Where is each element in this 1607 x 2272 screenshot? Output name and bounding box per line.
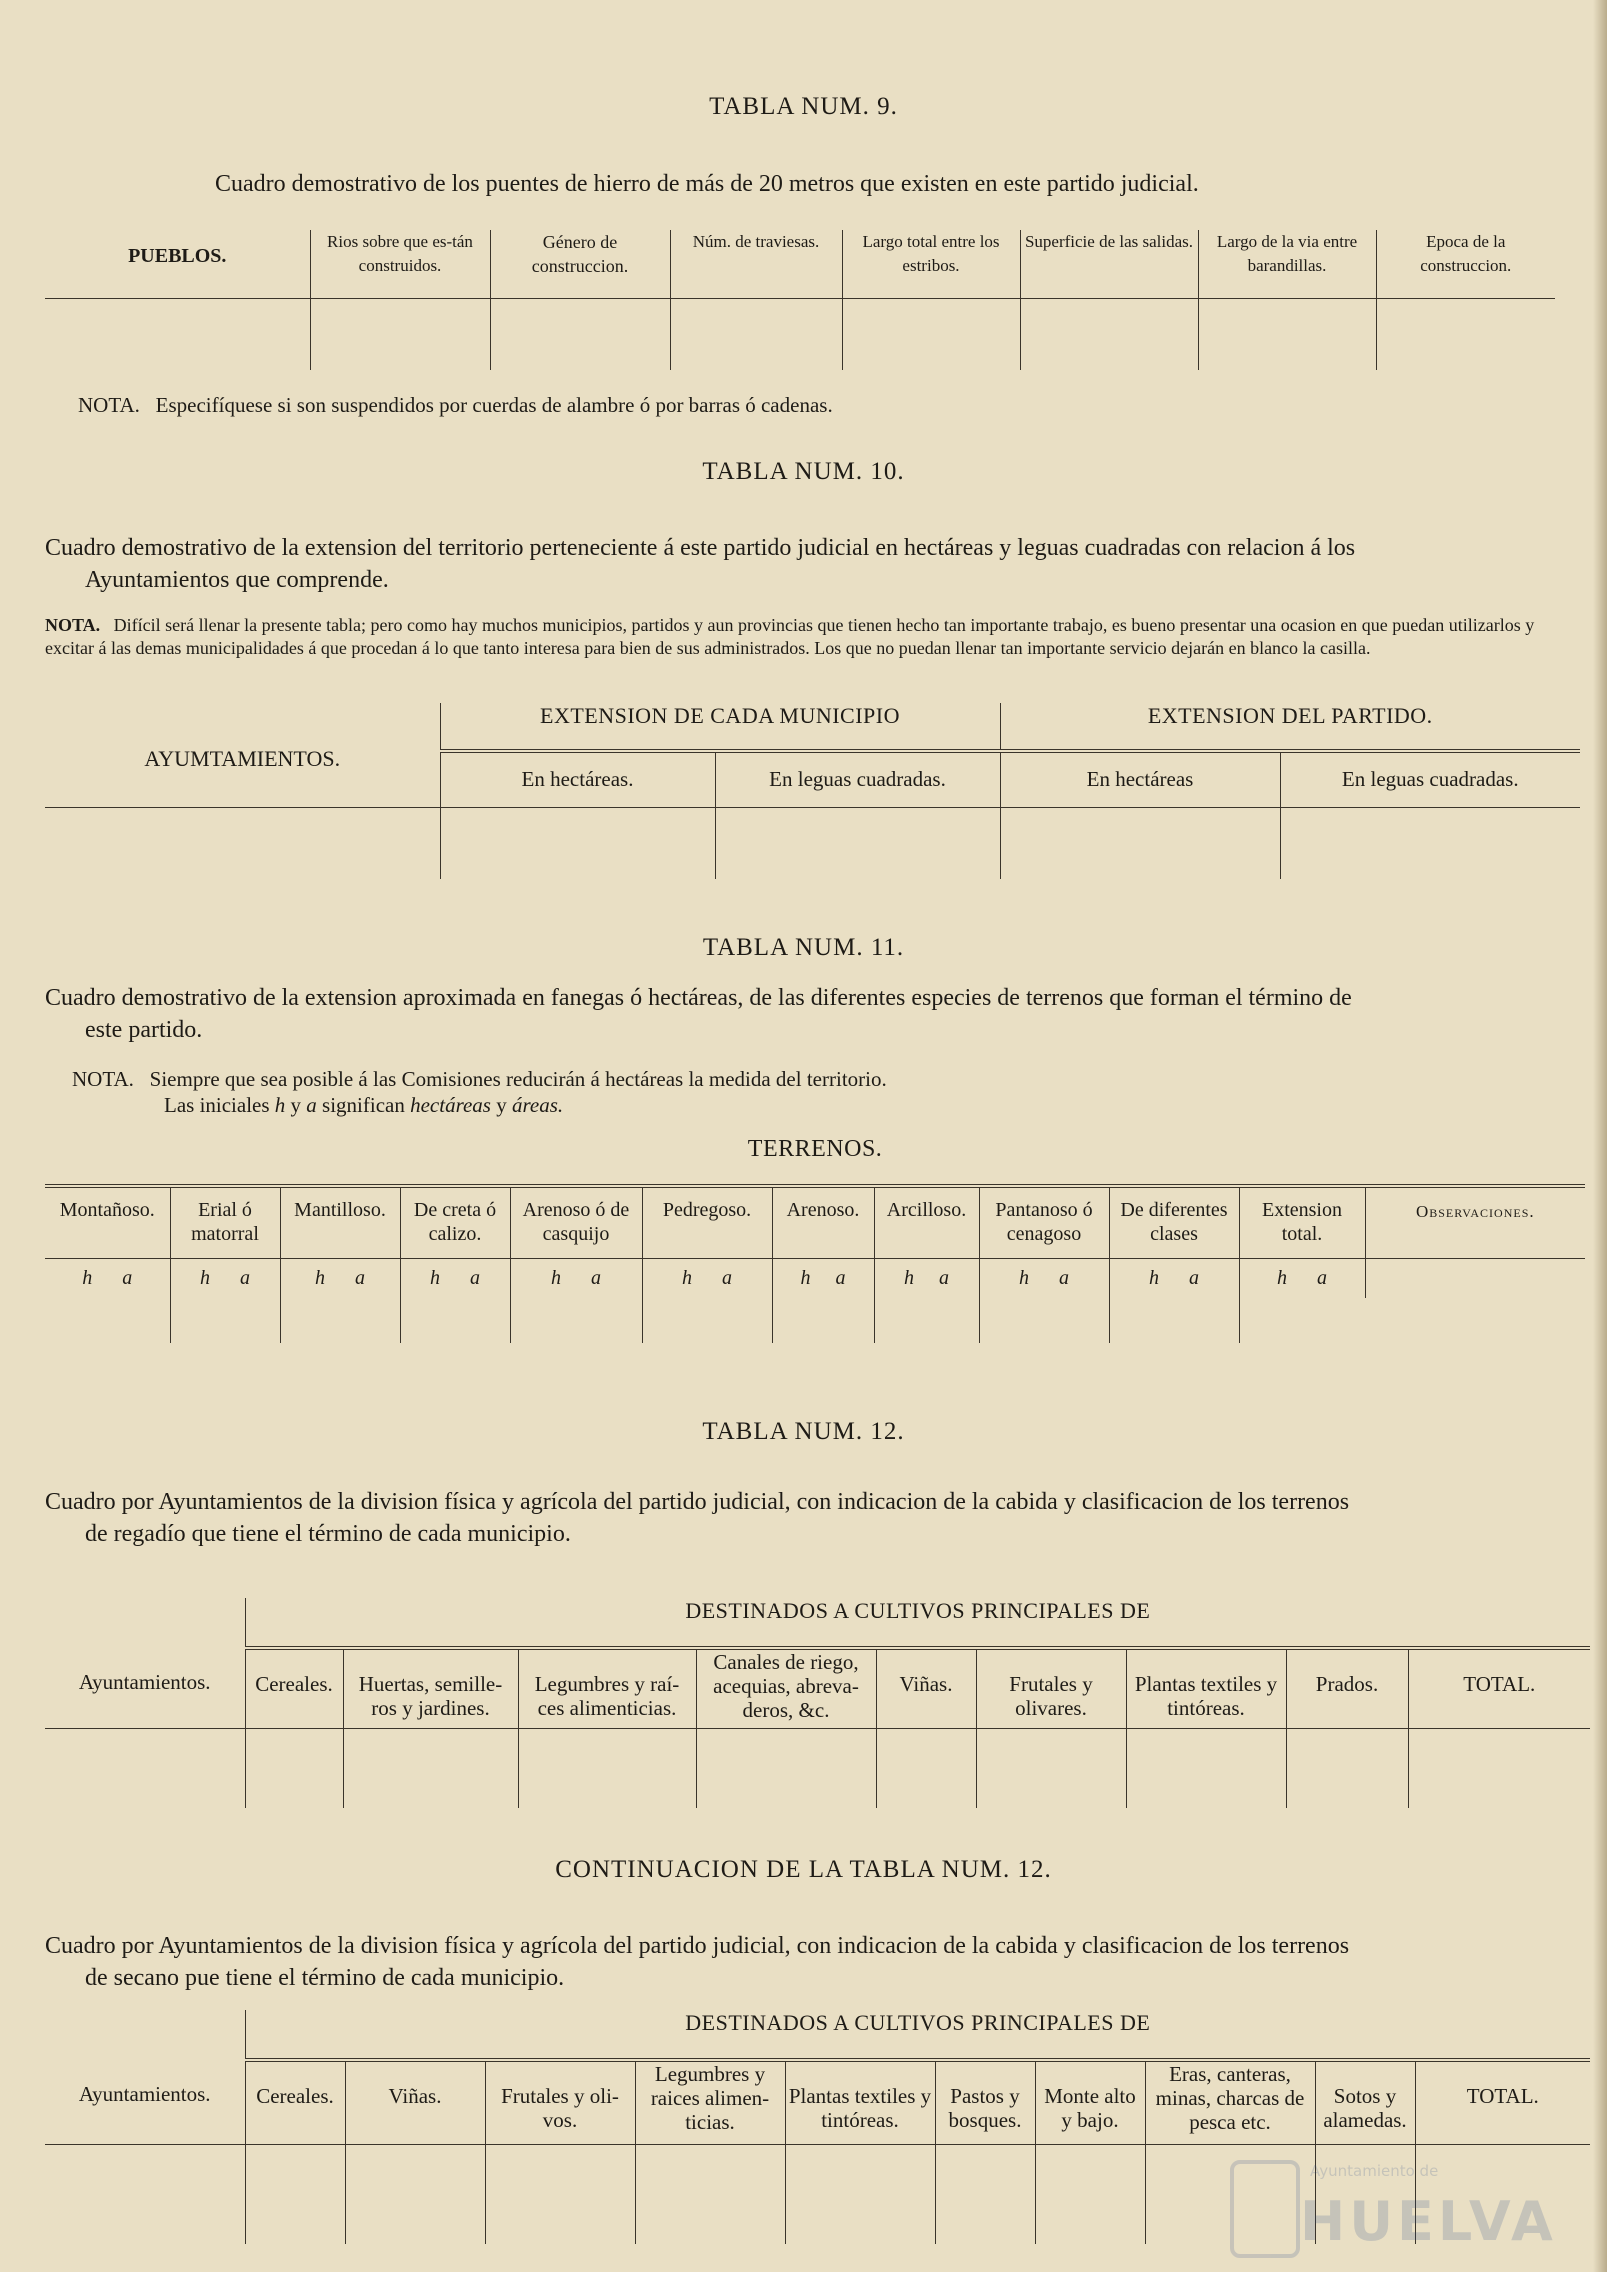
t11-unit-h: h — [904, 1266, 914, 1289]
t12b-header-monte: Monte alto y bajo. — [1035, 2060, 1145, 2144]
t11-unit-a: a — [355, 1266, 365, 1289]
t10-note-text: Difícil será llenar la presente tabla; pero como hay muchos municipios, partidos y aun provincias que tienen hecho tan importante trabajo, es bueno presentar una ocasion en que puedan utilizarlos y excitar á las demas municipalidades á que procedan á lo que tanto interesa para bien de sus administrados. Los que no puedan llenar tan importante servicio dejarán en blanco la casilla. — [45, 615, 1535, 658]
t12-header-huertas: Huertas, semille-ros y jardines. — [343, 1648, 518, 1728]
t12-group-cultivos: DESTINADOS A CULTIVOS PRINCIPALES DE — [245, 1598, 1590, 1648]
watermark-line-2: HUELVA — [1300, 2190, 1557, 2253]
t10-table — [45, 703, 1580, 879]
t12b-header-eras: Eras, canteras, minas, charcas de pesca etc. — [1145, 2060, 1315, 2144]
t11-unit-h: h — [682, 1266, 692, 1289]
t9-header-epoca: Epoca de la construccion. — [1376, 230, 1555, 298]
t9-header-rios: Rios sobre que es-tán construidos. — [310, 230, 490, 298]
watermark-logo — [1230, 2150, 1557, 2260]
t11-units-row — [45, 1258, 1585, 1298]
t9-note-text: Especifíquese si son suspendidos por cuerdas de alambre ó por barras ó cadenas. — [155, 393, 833, 417]
t12b-header-frutales: Frutales y oli-vos. — [485, 2060, 635, 2144]
t11-note-line-2-y2: y — [496, 1093, 507, 1117]
t11-unit-h: h — [315, 1266, 325, 1289]
t12b-header-ayuntamientos: Ayuntamientos. — [45, 2010, 245, 2144]
t9-header-genero: Género de construccion. — [490, 230, 670, 298]
t11-header-mantilloso: Mantilloso. — [280, 1186, 400, 1258]
t11-unit-a: a — [939, 1266, 949, 1289]
t12-description-line-1: Cuadro por Ayuntamientos de la division física y agrícola del partido judicial, con indicacion de la cabida y clasificacion de los terrenos — [45, 1489, 1350, 1515]
t11-unit-a: a — [835, 1266, 846, 1289]
t9-header-pueblos: PUEBLOS. — [45, 230, 310, 298]
t12-header-legumbres: Legumbres y raí-ces alimenticias. — [518, 1648, 696, 1728]
t12-header-prados: Prados. — [1286, 1648, 1408, 1728]
t9-table — [45, 230, 1555, 370]
t10-header-hectareas-1: En hectáreas. — [440, 751, 715, 807]
page-edge — [1593, 0, 1607, 2272]
t11-table — [45, 1126, 1585, 1343]
t11-unit-h: h — [1277, 1266, 1287, 1289]
t11-unit-a: a — [122, 1266, 133, 1289]
t11-note-line-2-areas: áreas. — [511, 1093, 564, 1117]
t9-header-traviesas: Núm. de traviesas. — [670, 230, 842, 298]
t11-note-label: NOTA. — [72, 1067, 134, 1091]
t10-data-row — [45, 807, 1580, 879]
t9-header-largo-estribos: Largo total entre los estribos. — [842, 230, 1020, 298]
t11-unit-a: a — [240, 1266, 250, 1289]
t11-unit-h: h — [551, 1266, 561, 1289]
t11-unit-a: a — [591, 1266, 601, 1289]
t11-title: TABLA NUM. 11. — [702, 934, 905, 961]
t10-description-line-1: Cuadro demostrativo de la extension del territorio perteneciente á este partido judicial en hectáreas y leguas cuadradas con relacion á los — [45, 535, 1356, 561]
t12-header-total: TOTAL. — [1408, 1648, 1590, 1728]
t11-header-arenoso-casquijo: Arenoso ó de casquijo — [510, 1186, 642, 1258]
t11-unit-h: h — [1019, 1266, 1029, 1289]
t11-description-line-2: este partido. — [85, 1017, 203, 1043]
t11-header-extension-total: Extension total. — [1239, 1186, 1365, 1258]
t12-header-ayuntamientos: Ayuntamientos. — [45, 1598, 245, 1728]
t11-unit-h: h — [430, 1266, 440, 1289]
t11-group-terrenos: TERRENOS. — [45, 1126, 1585, 1186]
t11-header-diferentes: De diferentes clases — [1109, 1186, 1239, 1258]
t12-description-line-2: de regadío que tiene el término de cada municipio. — [85, 1521, 571, 1547]
t12b-header-pastos: Pastos y bosques. — [935, 2060, 1035, 2144]
t11-note-line-2-a-letter: a — [306, 1093, 317, 1117]
t11-header-montanoso: Montañoso. — [45, 1186, 170, 1258]
t9-note — [78, 392, 1478, 418]
t9-description: Cuadro demostrativo de los puentes de hierro de más de 20 metros que existen en este partido judicial. — [215, 171, 1199, 197]
t12-data-row — [45, 1728, 1590, 1808]
t11-header-arenoso: Arenoso. — [772, 1186, 874, 1258]
t11-unit-a: a — [722, 1266, 732, 1289]
t10-note — [45, 614, 1570, 660]
t11-note-line-1: Siempre que sea posible á las Comisiones reducirán á hectáreas la medida del territorio. — [149, 1067, 887, 1091]
t11-note — [72, 1066, 1272, 1118]
t11-note-line-2-significan: significan — [322, 1093, 405, 1117]
t11-unit-h: h — [200, 1266, 210, 1289]
t10-header-leguas-1: En leguas cuadradas. — [715, 751, 1000, 807]
t10-description-line-2: Ayuntamientos que comprende. — [85, 567, 389, 593]
t12b-description-line-2: de secano pue tiene el término de cada municipio. — [85, 1965, 565, 1991]
t9-header-largo-via: Largo de la via entre barandillas. — [1198, 230, 1376, 298]
t11-note-line-2-h: h — [274, 1093, 286, 1117]
t12-header-frutales: Frutales y olivares. — [976, 1648, 1126, 1728]
t12b-description-line-1: Cuadro por Ayuntamientos de la division física y agrícola del partido judicial, con indicacion de la cabida y clasificacion de los terrenos — [45, 1933, 1350, 1959]
t12-header-canales: Canales de riego, acequias, abreva-deros, &c. — [696, 1648, 876, 1728]
t11-unit-h: h — [82, 1266, 93, 1289]
t11-unit-a: a — [1059, 1266, 1069, 1289]
t11-unit-h: h — [800, 1266, 811, 1289]
t11-note-line-2-a: Las iniciales — [164, 1093, 270, 1117]
t12b-header-legumbres: Legumbres y raices alimen-ticias. — [635, 2060, 785, 2144]
t10-header-ayuntamientos: AYUMTAMIENTOS. — [45, 703, 440, 807]
t10-header-hectareas-2: En hectáreas — [1000, 751, 1280, 807]
t11-unit-a: a — [470, 1266, 480, 1289]
t10-note-label: NOTA. — [45, 615, 101, 635]
t12-description — [45, 1486, 1590, 1550]
t11-data-row — [45, 1298, 1585, 1343]
t12b-header-vinas: Viñas. — [345, 2060, 485, 2144]
t11-header-pantanoso: Pantanoso ó cenagoso — [979, 1186, 1109, 1258]
t11-unit-h: h — [1149, 1266, 1159, 1289]
t11-note-line-2-y1: y — [290, 1093, 302, 1117]
t9-header-superficie: Superficie de las salidas. — [1020, 230, 1198, 298]
t9-title: TABLA NUM. 9. — [709, 93, 898, 120]
t12-header-vinas: Viñas. — [876, 1648, 976, 1728]
t12-table — [45, 1598, 1590, 1808]
t11-header-erial: Erial ó matorral — [170, 1186, 280, 1258]
t12-header-plantas: Plantas textiles y tintóreas. — [1126, 1648, 1286, 1728]
watermark-seal-icon — [1230, 2160, 1300, 2258]
t12b-description — [45, 1930, 1590, 1994]
t9-data-row — [45, 298, 1555, 370]
t11-unit-a: a — [1189, 1266, 1199, 1289]
t12b-header-total: TOTAL. — [1415, 2060, 1590, 2144]
watermark-line-1: Ayuntamiento de — [1310, 2162, 1439, 2180]
t12b-header-plantas: Plantas textiles y tintóreas. — [785, 2060, 935, 2144]
t10-description — [45, 532, 1565, 596]
t9-note-label: NOTA. — [78, 393, 140, 417]
t10-group-municipio: EXTENSION DE CADA MUNICIPIO — [440, 703, 1000, 751]
t10-header-leguas-2: En leguas cuadradas. — [1280, 751, 1580, 807]
t11-description-line-1: Cuadro demostrativo de la extension aproximada en fanegas ó hectáreas, de las diferentes especies de terrenos que forman el término de — [45, 985, 1352, 1011]
t11-unit-a: a — [1317, 1266, 1327, 1289]
t11-header-pedregoso: Pedregoso. — [642, 1186, 772, 1258]
t10-title: TABLA NUM. 10. — [702, 458, 905, 485]
t11-header-creta: De creta ó calizo. — [400, 1186, 510, 1258]
t12b-header-cereales: Cereales. — [245, 2060, 345, 2144]
t12b-title: CONTINUACION DE LA TABLA NUM. 12. — [555, 1856, 1052, 1883]
t10-group-partido: EXTENSION DEL PARTIDO. — [1000, 703, 1580, 751]
t11-note-line-2-hectareas: hectáreas — [410, 1093, 491, 1117]
t12-header-cereales: Cereales. — [245, 1648, 343, 1728]
t11-description — [45, 982, 1575, 1046]
t11-header-observaciones: Observaciones. — [1365, 1186, 1585, 1258]
t12b-header-sotos: Sotos y alamedas. — [1315, 2060, 1415, 2144]
t12b-group-cultivos: DESTINADOS A CULTIVOS PRINCIPALES DE — [245, 2010, 1590, 2060]
t11-header-arcilloso: Arcilloso. — [874, 1186, 979, 1258]
t12-title: TABLA NUM. 12. — [702, 1418, 905, 1445]
